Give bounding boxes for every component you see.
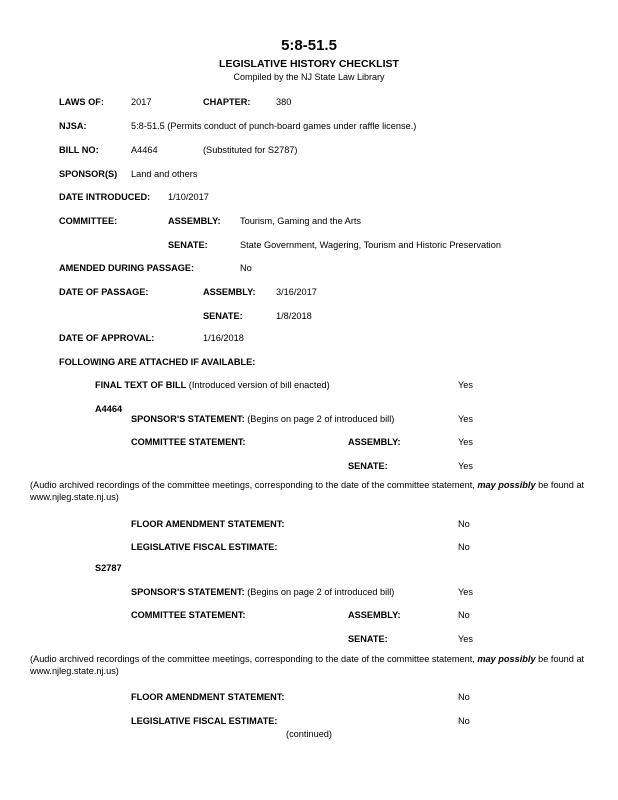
- a4464-fiscal-label: LEGISLATIVE FISCAL ESTIMATE:: [131, 542, 278, 552]
- continued-note: (continued): [286, 729, 332, 739]
- s2787-sponsor-label: SPONSOR'S STATEMENT:: [131, 587, 245, 597]
- s2787-audio-text-a: (Audio archived recordings of the committee meetings, corresponding to the date of the committee statement,: [30, 654, 478, 664]
- a4464-floor-label: FLOOR AMENDMENT STATEMENT:: [131, 519, 285, 529]
- a4464-floor-value: No: [458, 519, 470, 529]
- a4464-audio-note: [30, 479, 600, 503]
- amended-value: No: [240, 263, 252, 273]
- laws-of-value: 2017: [131, 97, 152, 107]
- s2787-audio-text-b: be found at www.njleg.state.nj.us): [30, 654, 585, 676]
- s2787-sponsor-value: Yes: [458, 587, 473, 597]
- s2787-sponsor-row: [131, 587, 394, 597]
- committee-senate-value: State Government, Wagering, Tourism and Historic Preservation: [240, 240, 501, 250]
- sponsor-label: SPONSOR(S): [59, 169, 118, 179]
- approval-value: 1/16/2018: [203, 333, 244, 343]
- final-text-value: Yes: [458, 380, 473, 390]
- a4464-fiscal-value: No: [458, 542, 470, 552]
- committee-senate-label: SENATE:: [168, 240, 208, 250]
- a4464-sponsor-row: [131, 414, 394, 424]
- s2787-audio-note: [30, 653, 600, 677]
- a4464-sponsor-label: SPONSOR'S STATEMENT:: [131, 414, 245, 424]
- chapter-label: CHAPTER:: [203, 97, 251, 107]
- final-text-row: [95, 380, 330, 390]
- passage-senate-label: SENATE:: [203, 311, 243, 321]
- a4464-audio-text-b: be found at www.njleg.state.nj.us): [30, 480, 585, 502]
- s2787-committee-label: COMMITTEE STATEMENT:: [131, 610, 246, 620]
- passage-assembly-label: ASSEMBLY:: [203, 287, 256, 297]
- a4464-assembly-label: ASSEMBLY:: [348, 437, 401, 447]
- laws-of-label: LAWS OF:: [59, 97, 104, 107]
- s2787-assembly-value: No: [458, 610, 470, 620]
- njsa-label: NJSA:: [59, 121, 87, 131]
- sponsor-value: Land and others: [131, 169, 198, 179]
- a4464-assembly-value: Yes: [458, 437, 473, 447]
- date-introduced-value: 1/10/2017: [168, 192, 209, 202]
- following-heading: FOLLOWING ARE ATTACHED IF AVAILABLE:: [59, 357, 256, 367]
- a4464-sponsor-value: Yes: [458, 414, 473, 424]
- njsa-value: 5:8-51.5 (Permits conduct of punch-board games under raffle license.): [131, 121, 417, 131]
- s2787-floor-value: No: [458, 692, 470, 702]
- a4464-senate-value: Yes: [458, 461, 473, 471]
- s2787-fiscal-value: No: [458, 716, 470, 726]
- compiled-by: Compiled by the NJ State Law Library: [233, 72, 385, 82]
- committee-label: COMMITTEE:: [59, 216, 118, 226]
- final-text-label: FINAL TEXT OF BILL: [95, 380, 187, 390]
- checklist-subtitle: LEGISLATIVE HISTORY CHECKLIST: [219, 58, 399, 70]
- amended-label: AMENDED DURING PASSAGE:: [59, 263, 195, 273]
- a4464-committee-label: COMMITTEE STATEMENT:: [131, 437, 246, 447]
- a4464-senate-label: SENATE:: [348, 461, 388, 471]
- s2787-fiscal-label: LEGISLATIVE FISCAL ESTIMATE:: [131, 716, 278, 726]
- page-title: 5:8-51.5: [281, 37, 337, 54]
- a4464-audio-text-a: (Audio archived recordings of the committee meetings, corresponding to the date of the committee statement,: [30, 480, 478, 490]
- s2787-sponsor-note: (Begins on page 2 of introduced bill): [247, 587, 395, 597]
- s2787-senate-value: Yes: [458, 634, 473, 644]
- bill-no-value: A4464: [131, 145, 158, 155]
- s2787-floor-label: FLOOR AMENDMENT STATEMENT:: [131, 692, 285, 702]
- s2787-audio-emphasis: may possibly: [477, 654, 536, 664]
- passage-senate-value: 1/8/2018: [276, 311, 312, 321]
- approval-label: DATE OF APPROVAL:: [59, 333, 155, 343]
- bill-no-label: BILL NO:: [59, 145, 99, 155]
- a4464-sponsor-note: (Begins on page 2 of introduced bill): [247, 414, 395, 424]
- date-introduced-label: DATE INTRODUCED:: [59, 192, 151, 202]
- a4464-audio-emphasis: may possibly: [477, 480, 536, 490]
- passage-label: DATE OF PASSAGE:: [59, 287, 149, 297]
- a4464-heading: A4464: [95, 404, 123, 414]
- passage-assembly-value: 3/16/2017: [276, 287, 317, 297]
- bill-no-note: (Substituted for S2787): [203, 145, 298, 155]
- s2787-senate-label: SENATE:: [348, 634, 388, 644]
- committee-assembly-label: ASSEMBLY:: [168, 216, 221, 226]
- s2787-heading: S2787: [95, 563, 122, 573]
- final-text-note: (Introduced version of bill enacted): [188, 380, 330, 390]
- chapter-value: 380: [276, 97, 292, 107]
- s2787-assembly-label: ASSEMBLY:: [348, 610, 401, 620]
- committee-assembly-value: Tourism, Gaming and the Arts: [240, 216, 362, 226]
